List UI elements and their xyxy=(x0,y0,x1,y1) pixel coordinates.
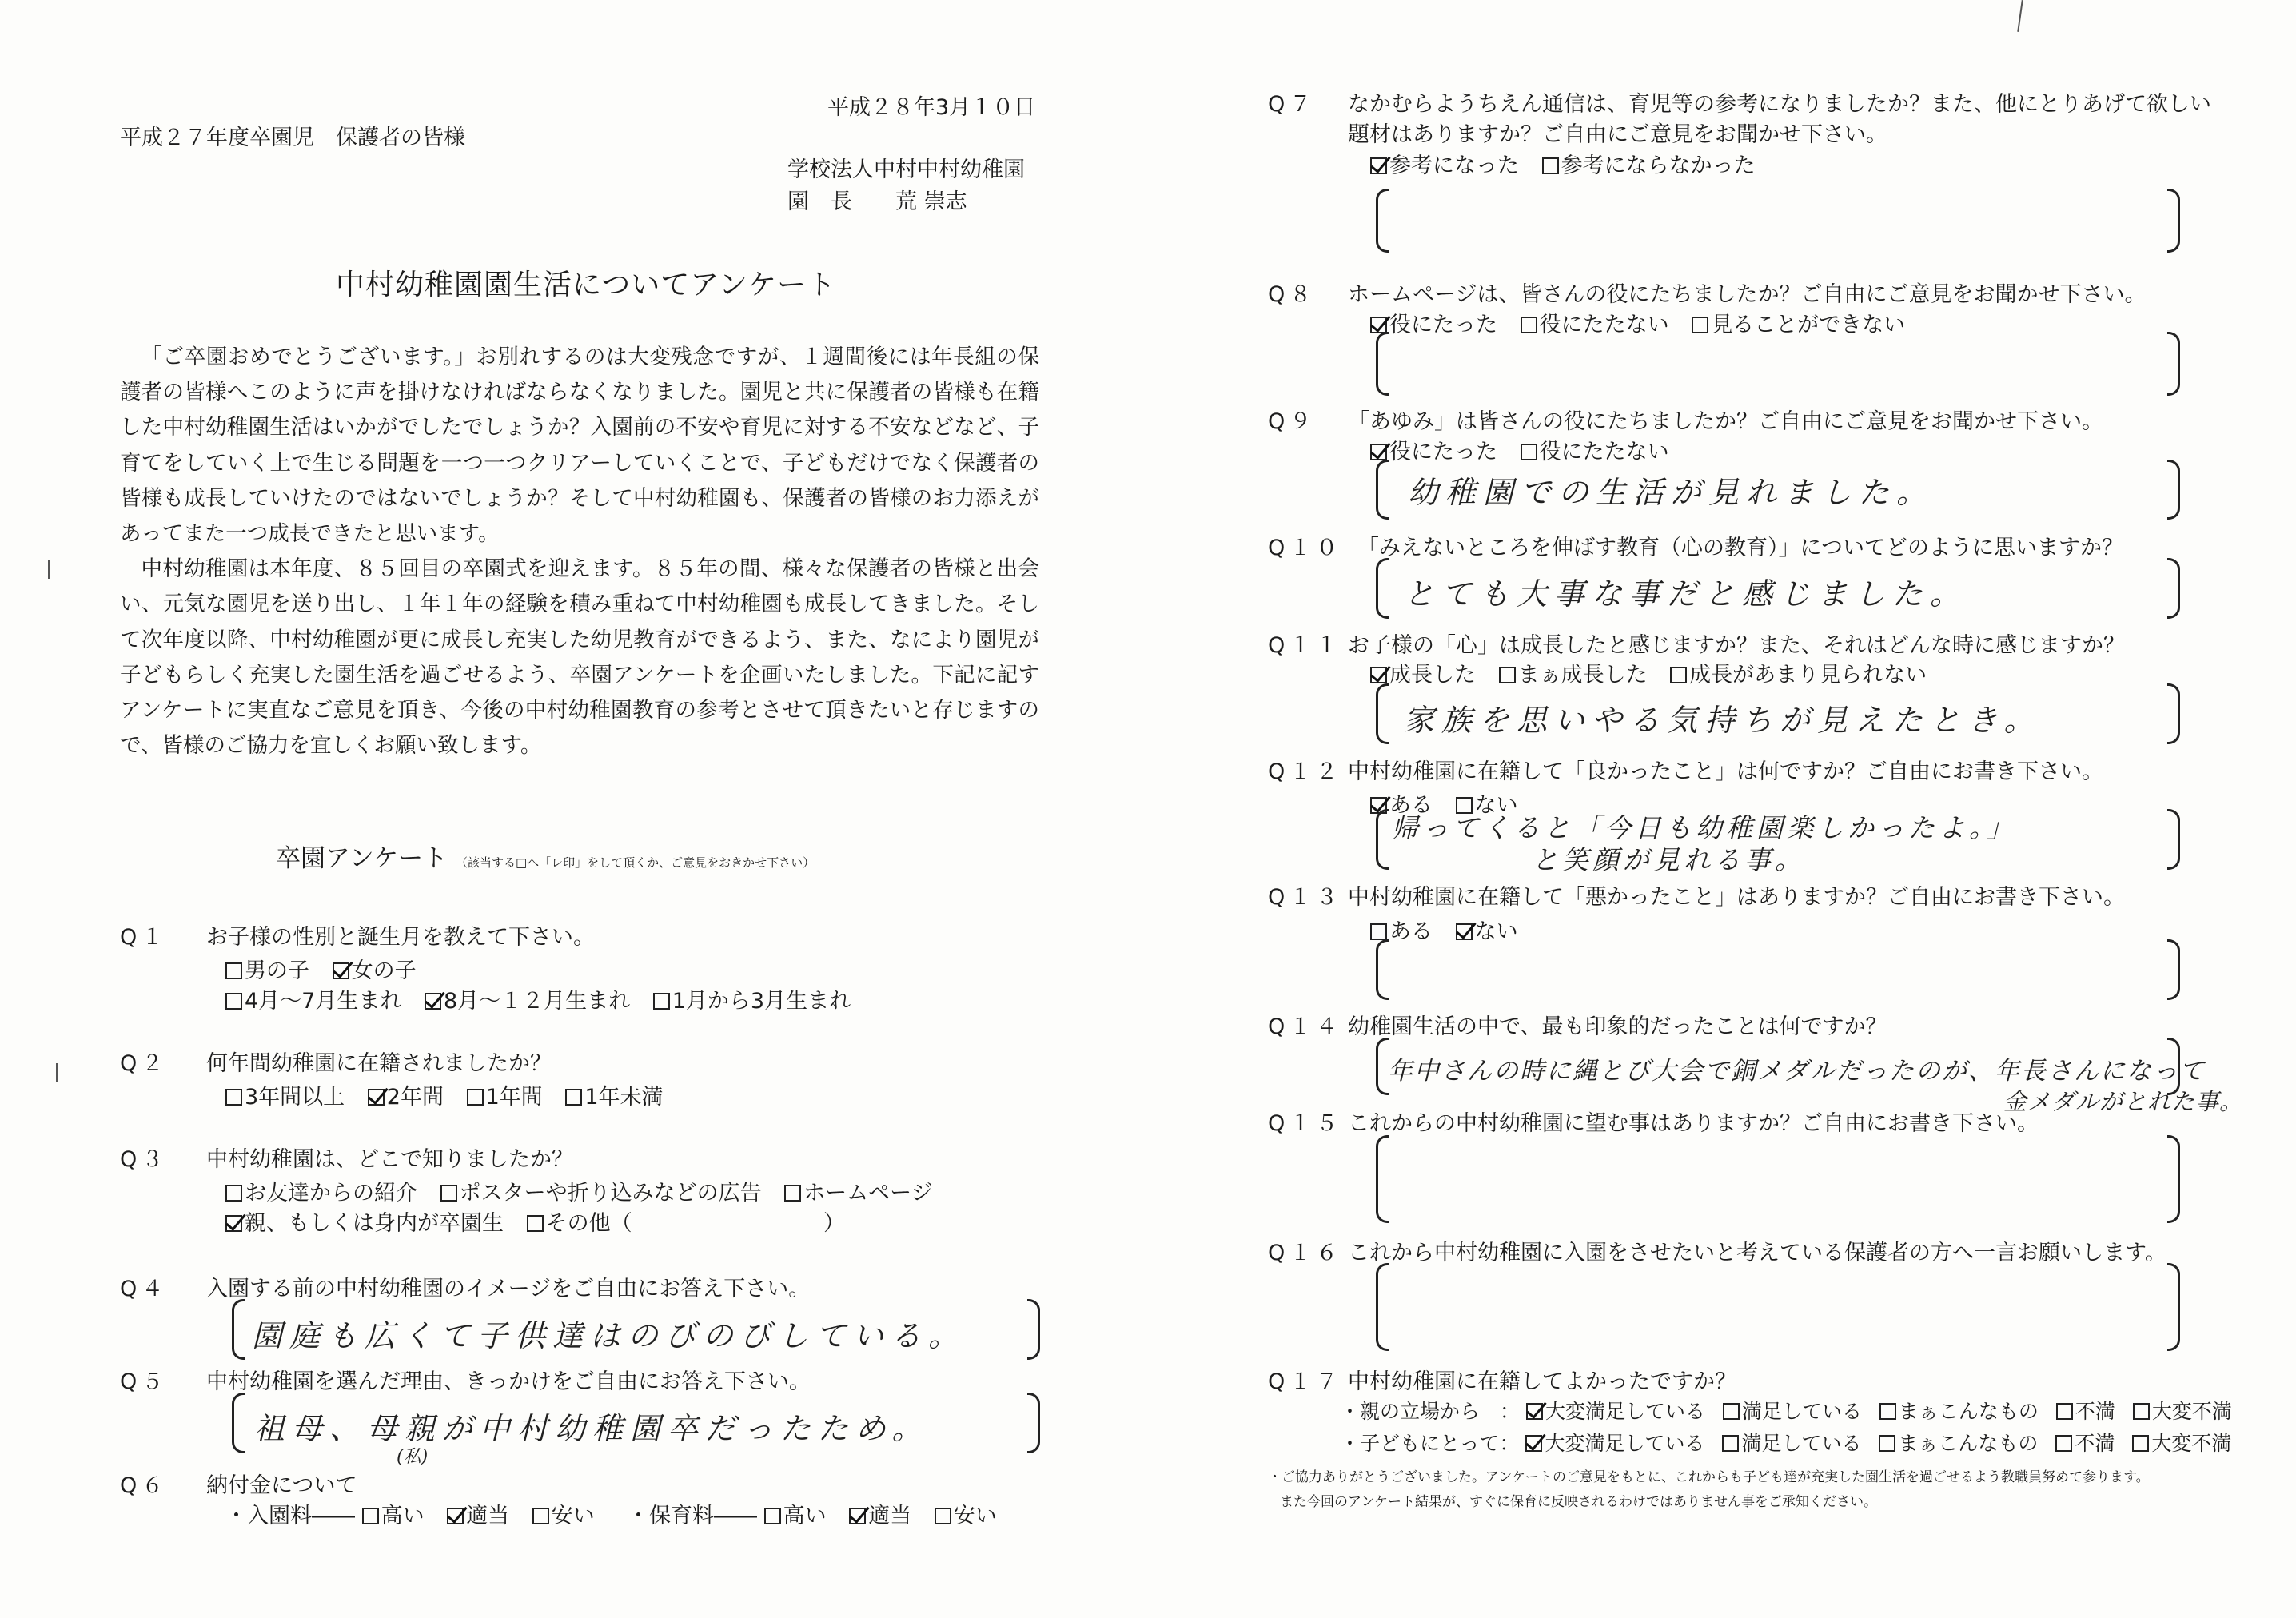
q12-handwritten-answer-line1: 帰ってくると「今日も幼稚園楽しかったよ。」 xyxy=(1392,812,2017,843)
q17-parent-so-so[interactable]: まぁこんなもの xyxy=(1879,1396,2039,1425)
q1-option-boy[interactable]: 男の子 xyxy=(225,953,309,984)
q1-option-apr-jul[interactable]: 4月～7月生まれ xyxy=(225,983,401,1014)
q2-number: Q２ xyxy=(120,1051,169,1076)
q13-number: Q１３ xyxy=(1268,885,1343,910)
q2-option-2years[interactable]: 2年間 xyxy=(368,1079,444,1110)
q12-option-no[interactable]: ない xyxy=(1456,787,1518,819)
q3-option-friend[interactable]: お友達からの紹介 xyxy=(225,1175,417,1206)
q2-option-under1year[interactable]: 1年未満 xyxy=(565,1079,663,1110)
q16-number: Q１６ xyxy=(1268,1241,1343,1265)
q11-text: お子様の「心」は成長したと感じますか？また、それはどんな時に感じますか？ xyxy=(1348,633,2125,658)
q9-option-useful[interactable]: 役にたった xyxy=(1370,434,1497,465)
q4-handwritten-answer: 園庭も広くて子供達はのびのびしている。 xyxy=(252,1318,967,1353)
q15-number: Q１５ xyxy=(1268,1111,1343,1136)
q6-entrance-appropriate[interactable]: 適当 xyxy=(447,1498,509,1529)
scan-mark xyxy=(2017,0,2023,32)
checkbox[interactable] xyxy=(362,1508,379,1524)
q8-option-useful[interactable]: 役にたった xyxy=(1370,307,1497,338)
q8-option-cannot-view[interactable]: 見ることができない xyxy=(1692,307,1905,338)
q14-number: Q１４ xyxy=(1268,1014,1343,1039)
q7-answer-bracket-right xyxy=(2167,189,2180,253)
q6-number: Q６ xyxy=(120,1473,169,1498)
q17-child-so-so[interactable]: まぁこんなもの xyxy=(1879,1428,2038,1457)
q17-parent-dissatisfied[interactable]: 不満 xyxy=(2056,1396,2115,1425)
intro-paragraph-1: 「ご卒園おめでとうございます。」お別れするのは大変残念ですが、１週間後には年長組の保護者の皆様へこのように声を掛けなければならなくなりました。園児と共に保護者の皆様も在籍した中村幼稚園生活はいかがでしたでしょうか？入園前の不安や育児に対する不安などなど、子育てをしていく上で生じる問題を一つ一つクリアーしていくことで、子どもだけでなく保護者の皆様も成長していけたのではないでしょうか？そして中村幼稚園も、保護者の皆様のお力添えがあってまた一つ成長できたと思います。 xyxy=(120,345,1039,547)
q5-answer-bracket-left xyxy=(232,1393,245,1453)
q3-option-poster[interactable]: ポスターや折り込みなどの広告 xyxy=(440,1175,762,1206)
checkbox-checked[interactable] xyxy=(1525,1435,1542,1452)
q9-number: Q９ xyxy=(1268,409,1317,434)
q11-answer-bracket-left xyxy=(1376,683,1389,744)
q8-answer-bracket-right xyxy=(2167,332,2180,396)
q17-parent-very-satisfied[interactable]: 大変満足している xyxy=(1526,1396,1705,1425)
q6-tuition-high[interactable]: 高い xyxy=(764,1498,827,1529)
q10-text: 「みえないところを伸ばす教育（心の教育）」についてどのように思いますか？ xyxy=(1357,536,2123,560)
q16-text: これから中村幼稚園に入園をさせたいと考えている保護者の方へ一言お願いします。 xyxy=(1348,1241,2166,1265)
q13-option-yes[interactable]: ある xyxy=(1370,914,1433,945)
checkbox[interactable] xyxy=(935,1508,951,1524)
checkbox[interactable] xyxy=(565,1089,582,1106)
q17-parent-very-dissatisfied[interactable]: 大変不満 xyxy=(2133,1396,2232,1425)
checkbox-checked[interactable] xyxy=(1370,444,1387,460)
q3-number: Q３ xyxy=(120,1147,169,1172)
q9-handwritten-answer: 幼稚園での生活が見れました。 xyxy=(1408,475,1935,510)
q8-option-not-useful[interactable]: 役にたたない xyxy=(1521,307,1669,338)
q16-answer-bracket-left xyxy=(1376,1263,1389,1351)
q10-answer-bracket-left xyxy=(1376,558,1389,619)
checkbox[interactable] xyxy=(225,1089,242,1106)
q7-number: Q７ xyxy=(1268,92,1317,117)
footer-thanks: ・ご協力ありがとうございました。アンケートのご意見をもとに、これからも子ども達が充実した園生活を過ごせるよう教職員努めて参ります。 xyxy=(1268,1469,2150,1485)
q9-option-not-useful[interactable]: 役にたたない xyxy=(1521,434,1669,465)
q12-answer-bracket-left xyxy=(1376,809,1389,870)
checkbox[interactable] xyxy=(527,1215,544,1232)
q5-handwritten-note: (私) xyxy=(397,1447,429,1467)
q9-text: 「あゆみ」は皆さんの役にたちましたか？ご自由にご意見をお聞かせ下さい。 xyxy=(1348,409,2103,434)
checkbox[interactable] xyxy=(1670,667,1687,683)
intro-paragraph-2: 中村幼稚園は本年度、８５回目の卒園式を迎えます。８５年の間、様々な保護者の皆様と出会い、元気な園児を送り出し、１年１年の経験を積み重ねて中村幼稚園も成長してきました。そして次年度以降、中村幼稚園が更に成長し充実した幼児教育ができるよう、また、なにより園児が子どもらしく充実した園生活を過ごせるよう、卒園アンケートを企画いたしました。下記に記すアンケートに実直なご意見を頂き、今後の中村幼稚園教育の参考とさせて頂きたいと存じますので、皆様のご協力を宜しくお願い致します。 xyxy=(120,556,1039,759)
checkbox[interactable] xyxy=(440,1185,457,1202)
checkbox[interactable] xyxy=(1692,317,1708,333)
checkbox[interactable] xyxy=(2056,1403,2073,1420)
q12-handwritten-answer-line2: と笑顔が見れる事。 xyxy=(1532,844,1805,875)
q17-child-row: ・子どもにとって： 大変満足している 満足している まぁこんなもの 不満 大変不満 xyxy=(1340,1428,2231,1457)
checkbox[interactable] xyxy=(2055,1435,2072,1452)
q11-option-somewhat-grown[interactable]: まぁ成長した xyxy=(1499,657,1648,688)
q4-text: 入園する前の中村幼稚園のイメージをご自由にお答え下さい。 xyxy=(206,1277,811,1301)
checkbox-checked[interactable] xyxy=(849,1508,866,1524)
checkbox-checked[interactable] xyxy=(1526,1403,1543,1420)
q7-options xyxy=(1370,148,1772,179)
checkbox[interactable] xyxy=(2132,1435,2149,1452)
q6-entrance-fee-options: ・入園料―― 高い 適当 安い xyxy=(225,1498,611,1529)
right-page xyxy=(1148,0,2296,1618)
q12-text: 中村幼稚園に在籍して「良かったこと」は何ですか？ご自由にお書き下さい。 xyxy=(1348,759,2103,784)
q1-month-options xyxy=(225,983,867,1014)
q3-options-row1 xyxy=(225,1175,949,1206)
q6-text: 納付金について xyxy=(206,1473,357,1498)
q9-answer-bracket-right xyxy=(2167,460,2180,520)
q6-entrance-cheap[interactable]: 安い xyxy=(532,1498,595,1529)
survey-section-title xyxy=(276,838,815,874)
scan-mark xyxy=(48,560,50,579)
survey-title: 卒園アンケート xyxy=(276,844,448,873)
q13-option-no[interactable]: ない xyxy=(1456,914,1518,945)
checkbox[interactable] xyxy=(1521,317,1537,333)
checkbox[interactable] xyxy=(1521,444,1537,460)
q11-options xyxy=(1370,657,1943,688)
q17-child-dissatisfied[interactable]: 不満 xyxy=(2055,1428,2115,1457)
q11-number: Q１１ xyxy=(1268,633,1343,658)
checkbox[interactable] xyxy=(764,1508,781,1524)
q17-number: Q１７ xyxy=(1268,1369,1343,1394)
q1-option-aug-dec[interactable]: 8月～１２月生まれ xyxy=(425,983,630,1014)
q2-option-1year[interactable]: 1年間 xyxy=(467,1079,543,1110)
q13-answer-bracket-right xyxy=(2167,939,2180,1000)
q1-text: お子様の性別と誕生月を教えて下さい。 xyxy=(206,925,595,950)
q14-handwritten-answer-line1: 年中さんの時に縄とび大会で銅メダルだったのが、年長さんになって xyxy=(1388,1057,2206,1086)
q11-answer-bracket-right xyxy=(2167,683,2180,744)
q17-parent-satisfied[interactable]: 満足している xyxy=(1723,1396,1862,1425)
q7-text-line1: なかむらようちえん通信は、育児等の参考になりましたか？また、他にとりあげて欲しい xyxy=(1348,92,2211,117)
checkbox[interactable] xyxy=(1723,1403,1740,1420)
q5-handwritten-answer: 祖母、母親が中村幼稚園卒だったため。 xyxy=(254,1411,930,1446)
q17-child-satisfied[interactable]: 満足している xyxy=(1722,1428,1861,1457)
sender-org: 学校法人中村中村幼稚園 xyxy=(787,157,1025,182)
document-date: 平成２８年3月１０日 xyxy=(827,95,1036,120)
q10-handwritten-answer: とても大事な事だと感じました。 xyxy=(1404,576,1968,612)
q5-text: 中村幼稚園を選んだ理由、きっかけをご自由にお答え下さい。 xyxy=(206,1369,811,1394)
checkbox-checked[interactable] xyxy=(425,993,441,1010)
checkbox-checked[interactable] xyxy=(368,1089,385,1106)
q3-other-close: ） xyxy=(823,1211,845,1236)
q3-text: 中村幼稚園は、どこで知りましたか？ xyxy=(206,1147,573,1172)
q12-number: Q１２ xyxy=(1268,759,1343,784)
q1-number: Q１ xyxy=(120,925,169,950)
q11-option-grown[interactable]: 成長した xyxy=(1370,657,1476,688)
q14-answer-bracket-left xyxy=(1376,1038,1389,1095)
q11-option-little-growth[interactable]: 成長があまり見られない xyxy=(1670,657,1927,688)
q14-text: 幼稚園生活の中で、最も印象的だったことは何ですか？ xyxy=(1348,1014,1887,1039)
q17-child-very-satisfied[interactable]: 大変満足している xyxy=(1525,1428,1704,1457)
q7-option-not-helpful[interactable]: 参考にならなかった xyxy=(1542,148,1756,179)
checkbox[interactable] xyxy=(2133,1403,2150,1420)
q4-number: Q４ xyxy=(120,1277,169,1301)
checkbox-checked[interactable] xyxy=(225,1215,242,1232)
q17-text: 中村幼稚園に在籍してよかったですか？ xyxy=(1348,1369,1736,1394)
q1-gender-options xyxy=(225,953,432,984)
q17-parent-row: ・親の立場から ： 大変満足している 満足している まぁこんなもの 不満 大変不満 xyxy=(1340,1396,2232,1425)
q7-option-helpful[interactable]: 参考になった xyxy=(1370,148,1519,179)
checkbox-checked[interactable] xyxy=(1456,923,1473,940)
intro-text xyxy=(120,340,1039,763)
q13-text: 中村幼稚園に在籍して「悪かったこと」はありますか？ご自由にお書き下さい。 xyxy=(1348,885,2125,910)
checkbox[interactable] xyxy=(1499,667,1516,683)
q2-text: 何年間幼稚園に在籍されましたか？ xyxy=(206,1051,552,1076)
q17-child-very-dissatisfied[interactable]: 大変不満 xyxy=(2132,1428,2231,1457)
q15-answer-bracket-left xyxy=(1376,1135,1389,1223)
q8-answer-bracket-left xyxy=(1376,332,1389,396)
checkbox-checked[interactable] xyxy=(447,1508,464,1524)
q11-handwritten-answer: 家族を思いやる気持ちが見えたとき。 xyxy=(1404,703,2042,738)
q13-options xyxy=(1370,914,1534,945)
checkbox-checked[interactable] xyxy=(1370,157,1387,174)
q4-answer-bracket-left xyxy=(232,1299,245,1360)
q10-number: Q１０ xyxy=(1268,536,1343,560)
document-title: 中村幼稚園園生活についてアンケート xyxy=(336,269,837,301)
q13-answer-bracket-left xyxy=(1376,939,1389,1000)
q5-number: Q５ xyxy=(120,1369,169,1394)
q8-number: Q８ xyxy=(1268,282,1317,307)
q12-answer-bracket-right xyxy=(2167,809,2180,870)
checkbox[interactable] xyxy=(1879,1403,1896,1420)
checkbox[interactable] xyxy=(225,993,242,1010)
checkbox[interactable] xyxy=(225,1185,242,1202)
sender-name: 園 長 荒 崇志 xyxy=(787,189,967,214)
checkbox[interactable] xyxy=(1879,1435,1895,1452)
q12-option-yes[interactable]: ある xyxy=(1370,787,1433,819)
q8-options xyxy=(1370,307,1921,338)
q9-answer-bracket-left xyxy=(1376,460,1389,520)
q7-text-line2: 題材はありますか？ご自由にご意見をお聞かせ下さい。 xyxy=(1348,122,1887,147)
checkbox-checked[interactable] xyxy=(333,962,349,979)
q6-tuition-fee-options: ・保育料―― 高い 適当 安い xyxy=(628,1498,1013,1529)
q6-tuition-cheap[interactable]: 安い xyxy=(935,1498,997,1529)
q10-answer-bracket-right xyxy=(2167,558,2180,619)
checkbox[interactable] xyxy=(1722,1435,1739,1452)
q15-answer-bracket-right xyxy=(2167,1135,2180,1223)
q16-answer-bracket-right xyxy=(2167,1263,2180,1351)
scan-mark xyxy=(56,1063,58,1082)
checkbox[interactable] xyxy=(1370,923,1387,940)
q3-options-row2 xyxy=(225,1206,648,1237)
q14-handwritten-answer-line2: 金メダルがとれた事。 xyxy=(2003,1088,2244,1115)
q1-option-jan-mar[interactable]: 1月から3月生まれ xyxy=(653,983,851,1014)
q4-answer-bracket-right xyxy=(1027,1299,1040,1360)
checkbox[interactable] xyxy=(225,962,242,979)
q2-options xyxy=(225,1079,680,1110)
q15-text: これからの中村幼稚園に望む事はありますか？ご自由にお書き下さい。 xyxy=(1348,1111,2039,1136)
survey-instruction: （該当する□へ「レ印」をして頂くか、ご意見をおきかせ下さい） xyxy=(456,855,815,870)
checkbox[interactable] xyxy=(653,993,670,1010)
footer-notice: また今回のアンケート結果が、すぐに保育に反映されるわけではありません事をご承知ください。 xyxy=(1280,1494,1877,1510)
q3-option-homepage[interactable]: ホームページ xyxy=(784,1175,932,1206)
checkbox-checked[interactable] xyxy=(1370,667,1387,683)
q3-option-other[interactable]: その他（ xyxy=(527,1206,632,1237)
q6-entrance-high[interactable]: 高い xyxy=(362,1498,425,1529)
checkbox[interactable] xyxy=(532,1508,549,1524)
addressee: 平成２７年度卒園児 保護者の皆様 xyxy=(120,126,465,150)
q6-tuition-appropriate[interactable]: 適当 xyxy=(849,1498,911,1529)
checkbox[interactable] xyxy=(467,1089,484,1106)
q9-options xyxy=(1370,434,1685,465)
q7-answer-bracket-left xyxy=(1376,189,1389,253)
q8-text: ホームページは、皆さんの役にたちましたか？ご自由にご意見をお聞かせ下さい。 xyxy=(1348,282,2147,307)
q2-option-3years[interactable]: 3年間以上 xyxy=(225,1079,345,1110)
checkbox[interactable] xyxy=(784,1185,801,1202)
checkbox[interactable] xyxy=(1542,157,1559,174)
checkbox-checked[interactable] xyxy=(1370,317,1387,333)
q5-answer-bracket-right xyxy=(1027,1393,1040,1453)
q1-option-girl[interactable]: 女の子 xyxy=(333,953,417,984)
q3-option-alumni[interactable]: 親、もしくは身内が卒園生 xyxy=(225,1206,504,1237)
